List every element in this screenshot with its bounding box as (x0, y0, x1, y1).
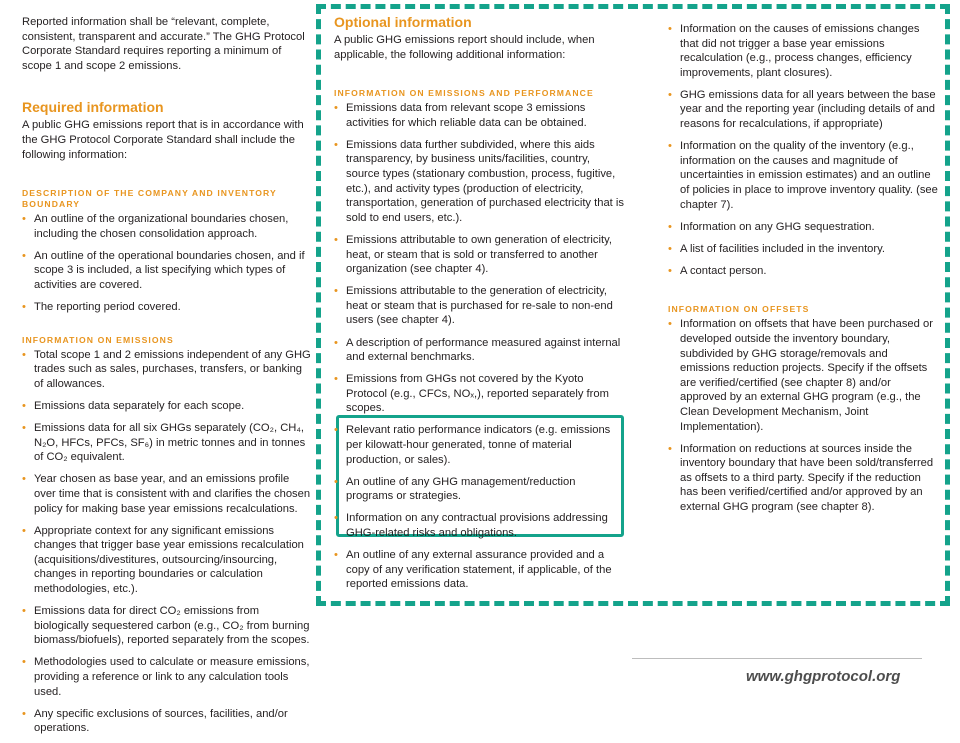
website-url: www.ghgprotocol.org (746, 668, 901, 685)
list-item: • Any specific exclusions of sources, facilities, and/or operations. (22, 707, 312, 736)
optional-intro: A public GHG emissions report should include, when applicable, the following additional information: (334, 34, 595, 61)
optional-heading: Optional information (334, 14, 472, 30)
company-boundary-list (22, 212, 312, 315)
list-item: • Emissions data further subdivided, where this aids transparency, by business units/facilities, country, source types (stationary combustion, process, fugitive, etc.), and activity types (production of electricity, transportation, generation of purchased electricity that is sold to end users, etc.). (334, 138, 624, 226)
column-required (22, 15, 312, 743)
list-item: • A contact person. (668, 264, 938, 279)
list-item: • Appropriate context for any significant emissions changes that trigger base year emissions recalculation (acquisitions/divestitures, outsourcing/insourcing, changes in reporting boundaries or calculation methodologies, etc.). (22, 524, 312, 597)
list-item: • Information on any GHG sequestration. (668, 220, 938, 235)
list-item: • An outline of the operational boundaries chosen, and if scope 3 is included, a list specifying which types of activities are covered. (22, 249, 312, 293)
footer-divider (632, 658, 922, 659)
intro-paragraph: Reported information shall be “relevant, complete, consistent, transparent and accurate.” The GHG Protocol Corporate Standard requires reporting a minimum of scope 1 and scope 2 emissions. (22, 16, 305, 72)
list-item: • Emissions data for all six GHGs separately (CO₂, CH₄, N₂O, HFCs, PFCs, SF₆) in metric tonnes and in tonnes of CO₂ equivalent. (22, 421, 312, 465)
emissions-performance-subhead: INFORMATION ON EMISSIONS AND PERFORMANCE (334, 88, 594, 99)
list-item: • Information on reductions at sources inside the inventory boundary that have been sold/transferred as offsets to a third party. Specify if the reduction has been verified/certified and/or approved by an external GHG program (see chapter 8). (668, 442, 938, 515)
highlighted-item: • Information on any contractual provisions addressing GHG-related risks and obligations. (334, 511, 624, 540)
required-heading: Required information (22, 99, 164, 116)
company-boundary-subhead: DESCRIPTION OF THE COMPANY AND INVENTORY BOUNDARY (22, 188, 277, 210)
list-item: • An outline of any external assurance provided and a copy of any verification statement, if applicable, of the reported emissions data. (334, 548, 624, 592)
list-item: • Emissions from GHGs not covered by the Kyoto Protocol (e.g., CFCs, NOₓ,), reported separately from scopes. (334, 372, 624, 416)
required-intro: A public GHG emissions report that is in accordance with the GHG Protocol Corporate Standard shall include the following information: (22, 119, 304, 161)
list-item: • Emissions attributable to the generation of electricity, heat or steam that is purchased for re-sale to non-end users (see chapter 4). (334, 284, 624, 328)
emissions-list (22, 348, 312, 736)
highlighted-item: • Relevant ratio performance indicators (e.g. emissions per kilowatt-hour generated, tonne of material production, or sales). (334, 423, 624, 467)
list-item: • A description of performance measured against internal and external benchmarks. (334, 336, 624, 365)
list-item: • The reporting period covered. (22, 300, 312, 315)
list-item: • Methodologies used to calculate or measure emissions, providing a reference or link to any calculation tools used. (22, 655, 312, 699)
column-optional (334, 14, 624, 599)
list-item: • Emissions data from relevant scope 3 emissions activities for which reliable data can be obtained. (334, 101, 624, 130)
list-item: • Information on offsets that have been purchased or developed outside the inventory boundary, subdivided by GHG storage/removals and emissions reduction projects. Specify if the offsets are verified/certified (see chapter 8) and/or approved by an external GHG program (e.g., the Clean Development Mechanism, Joint Implementation). (668, 317, 938, 434)
list-item: • Emissions attributable to own generation of electricity, heat, or steam that is sold or transferred to another organization (see chapter 4). (334, 233, 624, 277)
list-item: • GHG emissions data for all years between the base year and the reporting year (including details of and reasons for recalculations, if appropriate) (668, 88, 938, 132)
list-item: • Emissions data for direct CO₂ emissions from biologically sequestered carbon (e.g., CO₂ from burning biomass/biofuels), reported separately from the scopes. (22, 604, 312, 648)
list-item: • A list of facilities included in the inventory. (668, 242, 938, 257)
list-item: • Total scope 1 and 2 emissions independent of any GHG trades such as sales, purchases, transfers, or banking of allowances. (22, 348, 312, 392)
highlighted-item: • An outline of any GHG management/reduction programs or strategies. (334, 475, 624, 504)
list-item: • Information on the quality of the inventory (e.g., information on the causes and magnitude of uncertainties in emission estimates) and an outline of policies in place to improve inventory quality. (see chapter 7). (668, 139, 938, 212)
optional-continued-list (668, 22, 938, 278)
list-item: • Year chosen as base year, and an emissions profile over time that is consistent with and clarifies the chosen policy for making base year emissions recalculations. (22, 472, 312, 516)
offsets-subhead: INFORMATION ON OFFSETS (668, 304, 810, 315)
emissions-performance-list (334, 101, 624, 592)
list-item: • An outline of the organizational boundaries chosen, including the chosen consolidation approach. (22, 212, 312, 241)
emissions-subhead: INFORMATION ON EMISSIONS (22, 334, 174, 345)
list-item: • Emissions data separately for each scope. (22, 399, 312, 414)
offsets-list (668, 317, 938, 514)
column-optional-continued (668, 22, 938, 522)
list-item: • Information on the causes of emissions changes that did not trigger a base year emissions recalculation (e.g., process changes, efficiency improvements, plant closures). (668, 22, 938, 80)
